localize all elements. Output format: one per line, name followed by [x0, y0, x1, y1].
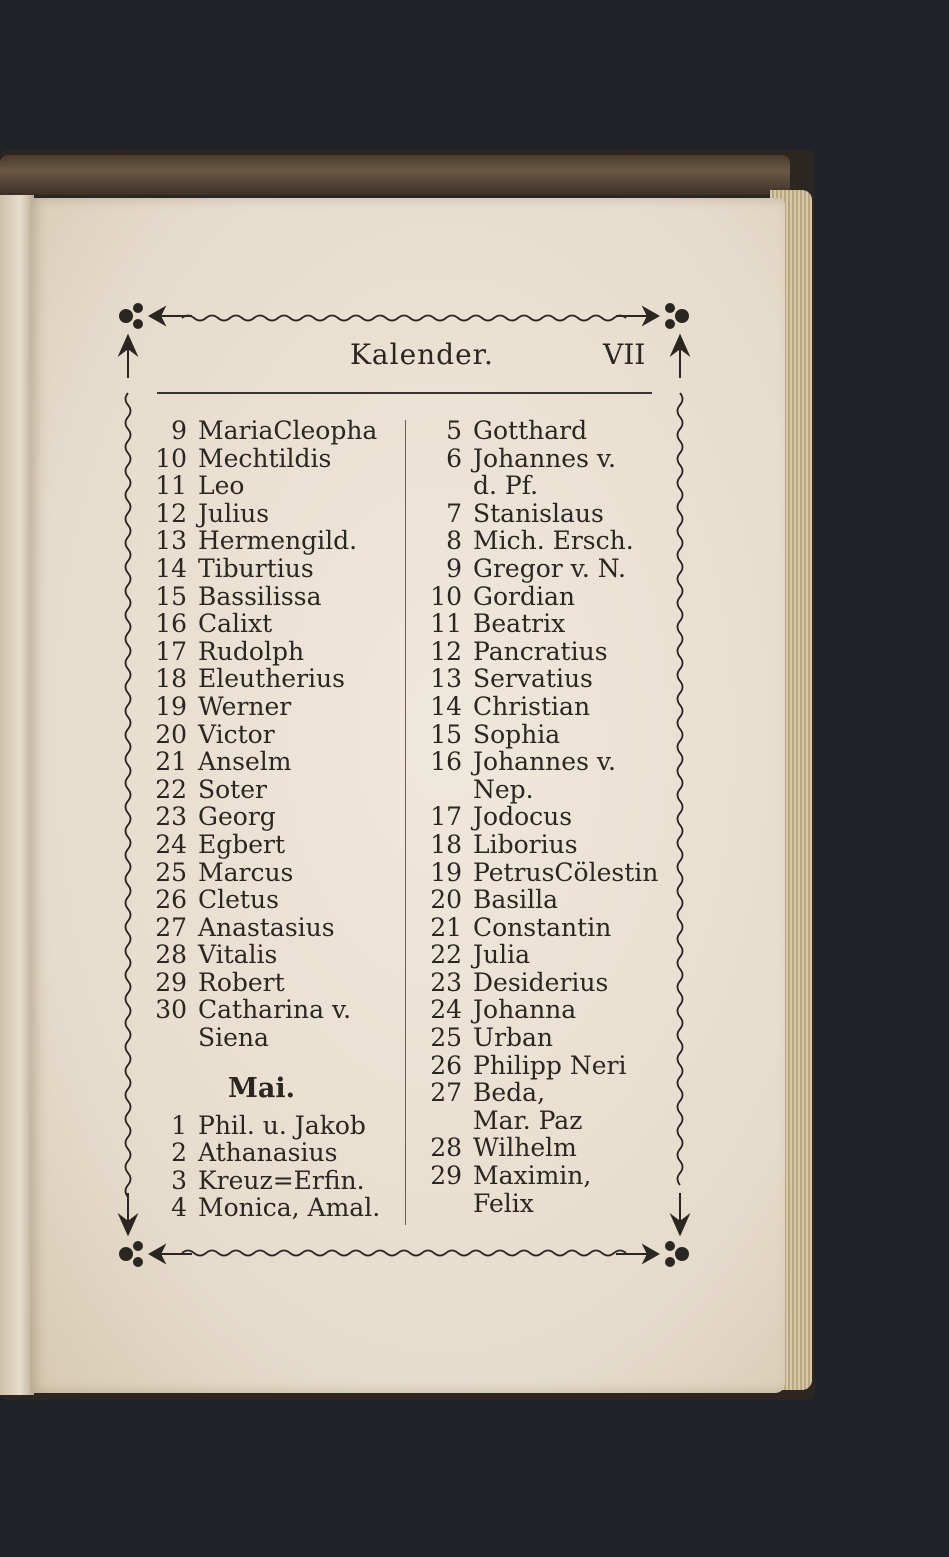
calendar-entry [150, 665, 400, 693]
day-number: 7 [446, 498, 462, 528]
day-number: 12 [430, 636, 462, 666]
day-number: 28 [430, 1133, 462, 1163]
day-number: 24 [155, 829, 187, 859]
calendar-entry [425, 969, 665, 997]
day-number: 25 [430, 1023, 462, 1053]
day-number: 22 [155, 774, 187, 804]
calendar-entry [425, 1079, 665, 1107]
calendar-entry [425, 776, 665, 804]
saint-name: Phil. u. Jakob [198, 1110, 366, 1140]
saint-name: Sophia [473, 719, 561, 749]
saint-name: Gordian [473, 581, 575, 611]
day-number: 18 [430, 829, 462, 859]
day-number: 26 [430, 1050, 462, 1080]
calendar-entry [150, 500, 400, 528]
saint-name: Felix [473, 1188, 534, 1218]
calendar-entry [150, 914, 400, 942]
saint-name: Kreuz=Erfin. [198, 1165, 365, 1195]
page-header-title: Kalender. [350, 338, 494, 371]
calendar-entry [150, 996, 400, 1024]
day-number: 10 [430, 581, 462, 611]
calendar-entry [425, 859, 665, 887]
day-number [425, 776, 473, 804]
saint-name: Jodocus [473, 802, 573, 832]
calendar-entry [150, 941, 400, 969]
saint-name: Wilhelm [473, 1133, 577, 1163]
day-number: 9 [171, 416, 187, 445]
day-number: 15 [430, 719, 462, 749]
calendar-entry [150, 969, 400, 997]
saint-name: Constantin [473, 912, 612, 942]
calendar-entry [150, 721, 400, 749]
calendar-entry [425, 693, 665, 721]
calendar-entry [150, 472, 400, 500]
saint-name: Liborius [473, 829, 578, 859]
calendar-entry [425, 1190, 665, 1218]
saint-name: Egbert [198, 829, 286, 859]
calendar-entry [150, 1167, 400, 1195]
calendar-entry [150, 417, 400, 445]
day-number: 3 [171, 1165, 187, 1195]
saint-name: Anastasius [198, 912, 335, 942]
calendar-entry [425, 803, 665, 831]
calendar-entry [425, 1024, 665, 1052]
calendar-entry [425, 1162, 665, 1190]
calendar-entry [150, 1112, 400, 1140]
saint-name: Christian [473, 691, 591, 721]
day-number: 23 [155, 802, 187, 832]
day-number: 14 [430, 691, 462, 721]
day-number: 5 [446, 416, 462, 445]
day-number: 2 [171, 1138, 187, 1168]
month-heading: Mai. [228, 1072, 296, 1104]
day-number: 25 [155, 857, 187, 887]
calendar-entry [425, 721, 665, 749]
saint-name: Johanna [473, 995, 577, 1025]
saint-name: Urban [473, 1023, 554, 1053]
day-number: 17 [155, 636, 187, 666]
day-number: 30 [155, 995, 187, 1025]
saint-name: Julius [198, 498, 270, 528]
day-number: 17 [430, 802, 462, 832]
saint-name: Anselm [198, 747, 292, 777]
calendar-entry [150, 831, 400, 859]
day-number: 19 [430, 857, 462, 887]
saint-name: Beda, [473, 1078, 546, 1108]
saint-name: Servatius [473, 664, 593, 694]
calendar-entry [425, 914, 665, 942]
saint-name: Calixt [198, 609, 273, 639]
day-number: 27 [155, 912, 187, 942]
calendar-entry [150, 693, 400, 721]
page-number: VII [603, 338, 646, 371]
saint-name: Desiderius [473, 967, 609, 997]
saint-name: Maximin, [473, 1161, 592, 1191]
saint-name: Cletus [198, 885, 279, 915]
day-number: 11 [430, 609, 462, 639]
calendar-column-left [150, 417, 400, 1222]
day-number: 21 [430, 912, 462, 942]
day-number: 12 [155, 498, 187, 528]
saint-name: Johannes v. [473, 443, 616, 473]
calendar-entry [150, 638, 400, 666]
day-number: 22 [430, 940, 462, 970]
saint-name: Marcus [198, 857, 294, 887]
day-number: 19 [155, 691, 187, 721]
saint-name: Pancratius [473, 636, 608, 666]
saint-name: Victor [198, 719, 275, 749]
saint-name: Vitalis [198, 940, 278, 970]
calendar-entry [150, 610, 400, 638]
day-number [150, 1024, 198, 1052]
day-number [425, 1107, 473, 1135]
calendar-entry [150, 583, 400, 611]
calendar-entry [425, 500, 665, 528]
calendar-entry [150, 859, 400, 887]
saint-name: Gotthard [473, 416, 588, 445]
saint-name: Eleutherius [198, 664, 345, 694]
day-number: 6 [446, 443, 462, 473]
day-number: 14 [155, 553, 187, 583]
calendar-entry [425, 417, 665, 445]
calendar-entry [150, 527, 400, 555]
saint-name: Johannes v. [473, 747, 616, 777]
saint-name: Athanasius [198, 1138, 338, 1168]
day-number: 26 [155, 885, 187, 915]
calendar-entry [150, 886, 400, 914]
saint-name: Beatrix [473, 609, 566, 639]
day-number: 16 [430, 747, 462, 777]
calendar-entry [150, 776, 400, 804]
column-divider [405, 420, 406, 1225]
day-number [425, 472, 473, 500]
calendar-entry [150, 803, 400, 831]
day-number: 29 [155, 967, 187, 997]
day-number: 24 [430, 995, 462, 1025]
calendar-entry [150, 445, 400, 473]
day-number: 9 [446, 553, 462, 583]
calendar-entry [425, 610, 665, 638]
saint-name: Mich. Ersch. [473, 526, 634, 556]
saint-name: Mechtildis [198, 443, 332, 473]
day-number: 13 [155, 526, 187, 556]
saint-name: Bassilissa [198, 581, 322, 611]
saint-name: MariaCleopha [198, 416, 378, 445]
book-spine-edge [0, 155, 790, 195]
calendar-entry [425, 941, 665, 969]
saint-name: Leo [198, 471, 245, 501]
day-number: 15 [155, 581, 187, 611]
day-number: 20 [430, 885, 462, 915]
day-number: 20 [155, 719, 187, 749]
header-rule [157, 392, 652, 394]
calendar-entry [150, 748, 400, 776]
day-number: 28 [155, 940, 187, 970]
saint-name: Hermengild. [198, 526, 358, 556]
calendar-entry [425, 638, 665, 666]
saint-name: Mar. Paz [473, 1105, 583, 1135]
saint-name: PetrusCölestin [473, 857, 659, 887]
saint-name: Tiburtius [198, 553, 314, 583]
calendar-column-right [425, 417, 665, 1217]
saint-name: Philipp Neri [473, 1050, 627, 1080]
saint-name: Georg [198, 802, 276, 832]
calendar-entry [425, 996, 665, 1024]
calendar-entry [425, 472, 665, 500]
calendar-entry [425, 1107, 665, 1135]
day-number: 8 [446, 526, 462, 556]
calendar-entry [150, 1024, 400, 1052]
day-number: 23 [430, 967, 462, 997]
calendar-entry [150, 1194, 400, 1222]
day-number: 10 [155, 443, 187, 473]
calendar-entry [425, 831, 665, 859]
calendar-entry [425, 1134, 665, 1162]
day-number [425, 1190, 473, 1218]
saint-name: Catharina v. [198, 995, 352, 1025]
day-number: 13 [430, 664, 462, 694]
calendar-entry [425, 583, 665, 611]
saint-name: Rudolph [198, 636, 305, 666]
saint-name: Monica, Amal. [198, 1193, 381, 1223]
saint-name: Nep. [473, 774, 534, 804]
saint-name: Julia [473, 940, 531, 970]
saint-name: Stanislaus [473, 498, 604, 528]
day-number: 11 [155, 471, 187, 501]
facing-page-edge [0, 195, 34, 1395]
day-number: 4 [171, 1193, 187, 1223]
calendar-entry [425, 445, 665, 473]
saint-name: Robert [198, 967, 285, 997]
saint-name: Siena [198, 1023, 269, 1053]
saint-name: Werner [198, 691, 292, 721]
calendar-entry [150, 1139, 400, 1167]
day-number: 21 [155, 747, 187, 777]
calendar-entry [425, 886, 665, 914]
calendar-entry [150, 555, 400, 583]
calendar-entry [425, 748, 665, 776]
day-number: 16 [155, 609, 187, 639]
calendar-entry [425, 665, 665, 693]
day-number: 27 [430, 1078, 462, 1108]
saint-name: Gregor v. N. [473, 553, 626, 583]
calendar-entry [425, 1052, 665, 1080]
saint-name: d. Pf. [473, 471, 539, 501]
calendar-entry [425, 527, 665, 555]
calendar-entry [425, 555, 665, 583]
day-number: 1 [171, 1110, 187, 1140]
saint-name: Soter [198, 774, 267, 804]
saint-name: Basilla [473, 885, 558, 915]
day-number: 18 [155, 664, 187, 694]
day-number: 29 [430, 1161, 462, 1191]
